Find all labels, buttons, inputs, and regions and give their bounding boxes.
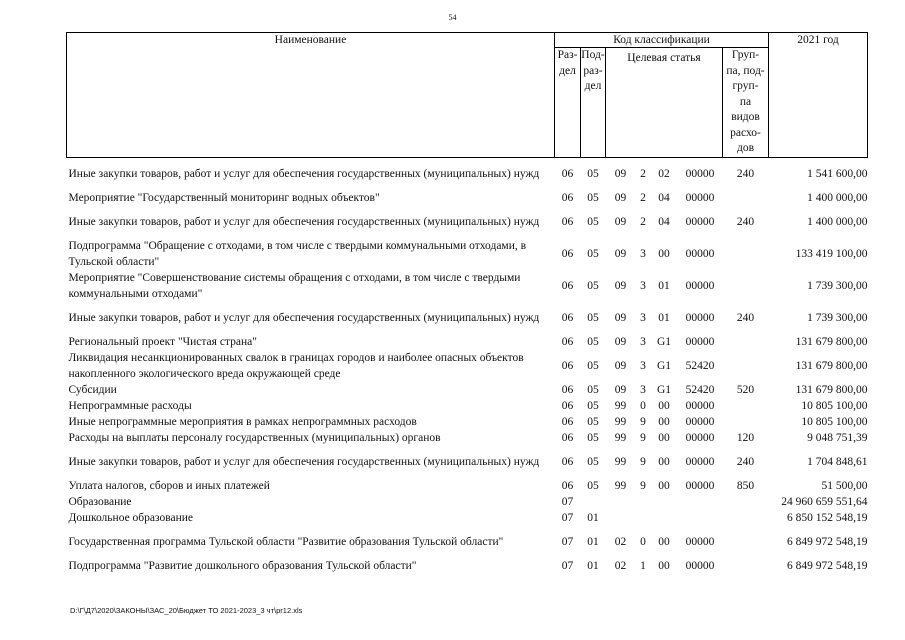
row-name: Иные закупки товаров, работ и услуг для обеспечения государственных (муниципальных) нужд xyxy=(68,215,540,228)
row-target-4: 00000 xyxy=(685,335,715,348)
row-group xyxy=(723,398,769,414)
row-target-4 xyxy=(678,494,723,510)
row-target-4: 00000 xyxy=(685,279,715,292)
row-target-3: 00 xyxy=(658,415,670,428)
row-razdel: 06 xyxy=(561,431,574,444)
row-target-2: 2 xyxy=(640,215,646,228)
row-group xyxy=(723,334,769,350)
row-sum: 1 400 000,00 xyxy=(807,215,868,228)
row-target-3: 00 xyxy=(658,455,670,468)
row-target-2: 3 xyxy=(640,247,646,260)
row-target-1: 99 xyxy=(614,455,627,468)
table-row xyxy=(67,158,868,190)
row-target-4: 00000 xyxy=(685,167,715,180)
row-target-4: 00000 xyxy=(685,559,715,572)
row-target-1: 02 xyxy=(614,535,627,548)
row-razdel: 06 xyxy=(561,311,574,324)
row-target-1: 09 xyxy=(614,191,627,204)
row-target-1 xyxy=(606,510,636,526)
row-podrazdel: 05 xyxy=(587,335,599,348)
row-target-4 xyxy=(678,510,723,526)
row-podrazdel: 01 xyxy=(587,511,599,524)
row-target-4: 00000 xyxy=(685,191,715,204)
row-podrazdel: 05 xyxy=(587,415,599,428)
row-razdel: 06 xyxy=(561,359,574,372)
row-target-1: 99 xyxy=(614,431,627,444)
row-sum: 1 739 300,00 xyxy=(807,311,868,324)
header-year: 2021 год xyxy=(769,33,868,158)
row-group xyxy=(723,190,769,206)
table-row xyxy=(67,206,868,238)
row-razdel: 06 xyxy=(561,455,574,468)
row-sum: 51 500,00 xyxy=(821,479,868,492)
row-podrazdel: 05 xyxy=(587,455,599,468)
table-row xyxy=(67,350,868,382)
header-group: Груп- па, под- груп- па видов расхо- дов xyxy=(723,48,769,158)
row-podrazdel: 05 xyxy=(587,431,599,444)
header-target: Целевая статья xyxy=(606,48,723,158)
row-sum: 1 541 600,00 xyxy=(807,167,868,180)
row-sum: 1 704 848,61 xyxy=(807,455,868,468)
row-target-2: 9 xyxy=(640,479,646,492)
row-podrazdel: 05 xyxy=(587,167,599,180)
row-target-1: 99 xyxy=(614,399,627,412)
row-razdel: 07 xyxy=(561,535,574,548)
row-group xyxy=(723,494,769,510)
row-razdel: 06 xyxy=(561,247,574,260)
row-sum: 6 849 972 548,19 xyxy=(787,535,868,548)
row-podrazdel: 05 xyxy=(587,359,599,372)
row-name: Иные закупки товаров, работ и услуг для обеспечения государственных (муниципальных) нужд xyxy=(68,167,540,180)
row-target-3: 04 xyxy=(658,191,670,204)
row-target-2: 2 xyxy=(640,167,646,180)
row-name: Иные закупки товаров, работ и услуг для обеспечения государственных (муниципальных) нужд xyxy=(68,455,540,468)
row-target-4: 00000 xyxy=(685,479,715,492)
row-target-2 xyxy=(636,510,651,526)
row-razdel: 07 xyxy=(561,511,574,524)
row-sum: 133 419 100,00 xyxy=(795,247,868,260)
row-sum: 10 805 100,00 xyxy=(801,399,868,412)
row-target-1: 09 xyxy=(614,247,627,260)
row-podrazdel: 05 xyxy=(587,215,599,228)
table-row xyxy=(67,478,868,494)
row-target-4: 00000 xyxy=(685,215,715,228)
row-target-1: 09 xyxy=(614,311,627,324)
row-podrazdel: 05 xyxy=(587,399,599,412)
table-row xyxy=(67,494,868,510)
table-row xyxy=(67,382,868,398)
table-row xyxy=(67,526,868,558)
row-name: Подпрограмма "Развитие дошкольного образования Тульской области" xyxy=(68,559,417,572)
row-target-2: 3 xyxy=(640,311,646,324)
row-group xyxy=(723,238,769,270)
table-header xyxy=(67,33,868,158)
row-group: 240 xyxy=(736,311,755,324)
row-target-4: 00000 xyxy=(685,431,715,444)
table-row xyxy=(67,238,868,270)
row-target-1: 09 xyxy=(614,279,627,292)
table-row xyxy=(67,270,868,302)
header-code-group: Код классификации xyxy=(555,33,769,48)
table-row xyxy=(67,414,868,430)
header-razdel: Раз- дел xyxy=(555,48,581,158)
row-group xyxy=(723,270,769,302)
row-name: Мероприятие "Государственный мониторинг водных объектов" xyxy=(68,191,380,204)
row-group xyxy=(723,510,769,526)
row-name: Подпрограмма "Обращение с отходами, в том числе с твердыми коммунальными отходами, в Тульской области" xyxy=(68,239,527,268)
budget-table-container xyxy=(66,32,868,574)
row-target-4: 00000 xyxy=(685,415,715,428)
table-row xyxy=(67,430,868,446)
row-target-1: 09 xyxy=(614,215,627,228)
row-razdel: 07 xyxy=(561,559,574,572)
row-name: Иные непрограммные мероприятия в рамках непрограммных расходов xyxy=(68,415,417,428)
row-razdel: 06 xyxy=(561,335,574,348)
table-row xyxy=(67,398,868,414)
row-target-2: 2 xyxy=(640,191,646,204)
row-name: Ликвидация несанкционированных свалок в границах городов и наиболее опасных объектов накопленного экологического вреда окружающей среде xyxy=(68,351,524,380)
table-body xyxy=(67,158,868,574)
table-row xyxy=(67,446,868,478)
row-target-3: 01 xyxy=(658,311,670,324)
row-target-3: 04 xyxy=(658,215,670,228)
row-target-1: 99 xyxy=(614,479,627,492)
row-target-4: 00000 xyxy=(685,535,715,548)
row-target-4: 00000 xyxy=(685,455,715,468)
row-group: 240 xyxy=(736,455,755,468)
row-target-1: 09 xyxy=(614,359,627,372)
row-target-3: 01 xyxy=(658,279,670,292)
row-podrazdel: 05 xyxy=(587,479,599,492)
row-target-1: 09 xyxy=(614,335,627,348)
row-sum: 131 679 800,00 xyxy=(795,335,868,348)
row-name: Субсидии xyxy=(68,383,117,396)
row-group: 240 xyxy=(736,215,755,228)
row-group: 850 xyxy=(736,479,755,492)
row-target-3 xyxy=(651,494,678,510)
row-target-4: 52420 xyxy=(685,383,715,396)
row-name: Расходы на выплаты персоналу государственных (муниципальных) органов xyxy=(68,431,441,444)
row-podrazdel: 05 xyxy=(587,247,599,260)
header-podrazdel: Под- раз- дел xyxy=(581,48,606,158)
row-target-4: 00000 xyxy=(685,247,715,260)
row-sum: 1 400 000,00 xyxy=(807,191,868,204)
row-podrazdel: 01 xyxy=(587,559,599,572)
row-target-2: 9 xyxy=(640,431,646,444)
row-sum: 131 679 800,00 xyxy=(795,359,868,372)
row-podrazdel xyxy=(581,494,606,510)
row-sum: 9 048 751,39 xyxy=(807,431,868,444)
row-target-3: G1 xyxy=(656,383,672,396)
row-name: Государственная программа Тульской области "Развитие образования Тульской области" xyxy=(68,535,504,548)
row-sum: 1 739 300,00 xyxy=(807,279,868,292)
row-podrazdel: 05 xyxy=(587,191,599,204)
row-group xyxy=(723,350,769,382)
row-sum: 10 805 100,00 xyxy=(801,415,868,428)
row-podrazdel: 05 xyxy=(587,279,599,292)
row-razdel: 06 xyxy=(561,279,574,292)
row-target-3: G1 xyxy=(656,335,672,348)
row-target-2: 3 xyxy=(640,383,646,396)
row-razdel: 06 xyxy=(561,215,574,228)
row-razdel: 06 xyxy=(561,479,574,492)
row-target-3: 00 xyxy=(658,559,670,572)
row-target-2: 3 xyxy=(640,359,646,372)
row-target-4: 00000 xyxy=(685,311,715,324)
row-podrazdel: 05 xyxy=(587,311,599,324)
row-target-1 xyxy=(606,494,636,510)
row-target-2: 3 xyxy=(640,279,646,292)
row-target-2: 3 xyxy=(640,335,646,348)
row-target-1: 09 xyxy=(614,383,627,396)
row-target-3: 00 xyxy=(658,431,670,444)
row-group xyxy=(723,414,769,430)
row-name: Дошкольное образование xyxy=(68,511,194,524)
row-sum: 24 960 659 551,64 xyxy=(781,495,868,508)
row-target-3 xyxy=(651,510,678,526)
table-row xyxy=(67,190,868,206)
row-podrazdel: 01 xyxy=(587,535,599,548)
row-razdel: 06 xyxy=(561,191,574,204)
row-target-1: 02 xyxy=(614,559,627,572)
row-sum: 6 850 152 548,19 xyxy=(787,511,868,524)
row-sum: 131 679 800,00 xyxy=(795,383,868,396)
footer-file-path: D:\Г\Д7\2020\ЗАКОНЫ\ЗАС_20\Бюджет ТО 2021-2023_3 чт\pr12.xls xyxy=(70,606,303,615)
row-target-1: 99 xyxy=(614,415,627,428)
row-name: Мероприятие "Совершенствование системы обращения с отходами, в том числе с твердыми коммунальными отходами" xyxy=(68,271,521,300)
row-name: Региональный проект "Чистая страна" xyxy=(68,335,257,348)
row-podrazdel: 05 xyxy=(587,383,599,396)
row-razdel: 06 xyxy=(561,399,574,412)
table-row xyxy=(67,558,868,574)
row-target-3: G1 xyxy=(656,359,672,372)
row-sum: 6 849 972 548,19 xyxy=(787,559,868,572)
row-target-1: 09 xyxy=(614,167,627,180)
row-razdel: 07 xyxy=(561,495,574,508)
page-number: 54 xyxy=(448,13,457,22)
row-name: Уплата налогов, сборов и иных платежей xyxy=(68,479,270,492)
row-group: 120 xyxy=(736,431,755,444)
row-target-4: 00000 xyxy=(685,399,715,412)
row-target-3: 00 xyxy=(658,535,670,548)
header-name: Наименование xyxy=(67,33,555,158)
row-name: Образование xyxy=(68,495,132,508)
row-group: 240 xyxy=(736,167,755,180)
row-group xyxy=(723,526,769,558)
table-row xyxy=(67,510,868,526)
row-razdel: 06 xyxy=(561,383,574,396)
row-razdel: 06 xyxy=(561,415,574,428)
row-target-4: 52420 xyxy=(685,359,715,372)
row-name: Непрограммные расходы xyxy=(68,399,192,412)
row-group: 520 xyxy=(736,383,755,396)
table-row xyxy=(67,302,868,334)
row-target-2: 0 xyxy=(640,535,646,548)
budget-table xyxy=(66,32,868,574)
row-target-3: 00 xyxy=(658,399,670,412)
row-group xyxy=(723,558,769,574)
row-target-3: 02 xyxy=(658,167,670,180)
table-row xyxy=(67,334,868,350)
row-target-2: 1 xyxy=(640,559,646,572)
row-target-2 xyxy=(636,494,651,510)
row-razdel: 06 xyxy=(561,167,574,180)
row-target-2: 0 xyxy=(640,399,646,412)
row-target-2: 9 xyxy=(640,455,646,468)
row-target-3: 00 xyxy=(658,247,670,260)
row-target-2: 9 xyxy=(640,415,646,428)
row-target-3: 00 xyxy=(658,479,670,492)
row-name: Иные закупки товаров, работ и услуг для обеспечения государственных (муниципальных) нужд xyxy=(68,311,540,324)
